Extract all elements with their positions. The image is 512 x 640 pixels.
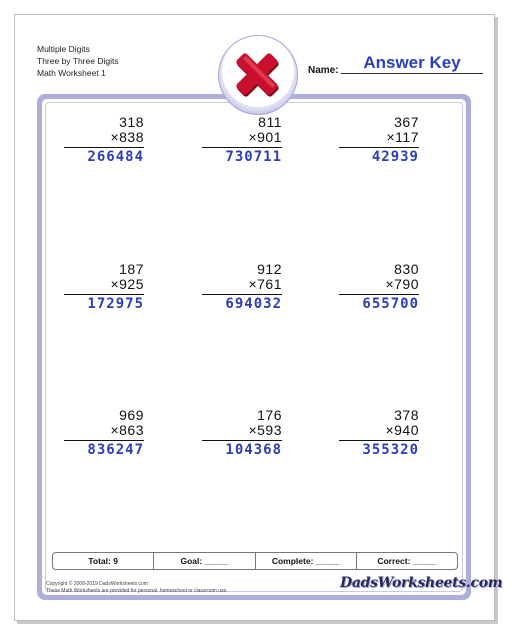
problem-multiplier: ×838 [110, 129, 144, 145]
header-line-subtopic: Three by Three Digits [37, 56, 119, 66]
problem-2 [202, 115, 282, 166]
problem-rule [202, 440, 282, 441]
problem-answer: 655700 [362, 296, 419, 312]
worksheet-header [37, 43, 119, 79]
name-label: Name: [308, 65, 339, 76]
footer-copyright-block [46, 581, 228, 595]
score-summary-bar [52, 552, 458, 570]
problem-multiplicand: 187 [119, 261, 144, 277]
problem-rule [339, 440, 419, 441]
problem-multiplier: ×117 [386, 129, 419, 145]
site-logo: DadsWorksheets.com [340, 575, 503, 591]
problem-1 [64, 115, 144, 166]
red-x-icon [218, 35, 298, 115]
problem-rule [64, 294, 144, 295]
problem-multiplicand: 912 [257, 261, 282, 277]
problems-frame-border [45, 102, 463, 592]
summary-correct: Correct: _____ [377, 556, 437, 566]
problem-7 [64, 408, 144, 459]
summary-complete: Complete: _____ [256, 553, 357, 569]
problem-multiplicand: 830 [394, 261, 419, 277]
problem-5 [202, 262, 282, 313]
header-line-topic: Multiple Digits [37, 44, 90, 54]
problem-multiplier: ×790 [385, 276, 419, 292]
problems-frame [37, 94, 503, 600]
footer-copyright: Copyright © 2008-2019 DadsWorksheets.com [46, 581, 148, 587]
problem-rule [202, 294, 282, 295]
problem-rule [339, 294, 419, 295]
answer-key-badge [218, 35, 298, 115]
footer-usage-note: These Math Worksheets are provided for personal, homeschool or classroom use. [46, 588, 228, 594]
header-line-title: Math Worksheet 1 [37, 68, 106, 78]
problem-answer: 104368 [225, 442, 282, 458]
problem-answer: 355320 [362, 442, 419, 458]
problem-8 [202, 408, 282, 459]
problem-multiplicand: 378 [394, 407, 419, 423]
problem-multiplier: ×940 [385, 422, 419, 438]
problem-multiplier: ×593 [248, 422, 282, 438]
summary-goal: Goal: _____ [154, 553, 255, 569]
problem-multiplicand: 811 [258, 114, 282, 130]
problem-answer: 266484 [87, 149, 144, 165]
summary-total: Total: 9 [53, 553, 154, 569]
problem-multiplier: ×925 [110, 276, 144, 292]
problem-multiplier: ×901 [248, 129, 282, 145]
problem-answer: 172975 [87, 296, 144, 312]
name-line [341, 73, 483, 74]
problem-6 [339, 262, 419, 313]
problem-rule [202, 147, 282, 148]
problem-multiplicand: 318 [119, 114, 144, 130]
problem-multiplier: ×863 [110, 422, 144, 438]
problem-rule [64, 440, 144, 441]
problem-rule [339, 147, 419, 148]
problem-answer: 694032 [225, 296, 282, 312]
problem-3 [339, 115, 419, 166]
problem-4 [64, 262, 144, 313]
problem-multiplier: ×761 [248, 276, 282, 292]
problem-multiplicand: 176 [257, 407, 282, 423]
problems-frame-inner [42, 99, 503, 595]
problem-multiplicand: 969 [119, 407, 144, 423]
problem-answer: 836247 [87, 442, 144, 458]
problem-answer: 730711 [225, 149, 282, 165]
problem-multiplicand: 367 [394, 114, 419, 130]
problem-rule [64, 147, 144, 148]
problem-9 [339, 408, 419, 459]
answer-key-title: Answer Key [363, 53, 461, 72]
problem-answer: 42939 [371, 149, 419, 165]
